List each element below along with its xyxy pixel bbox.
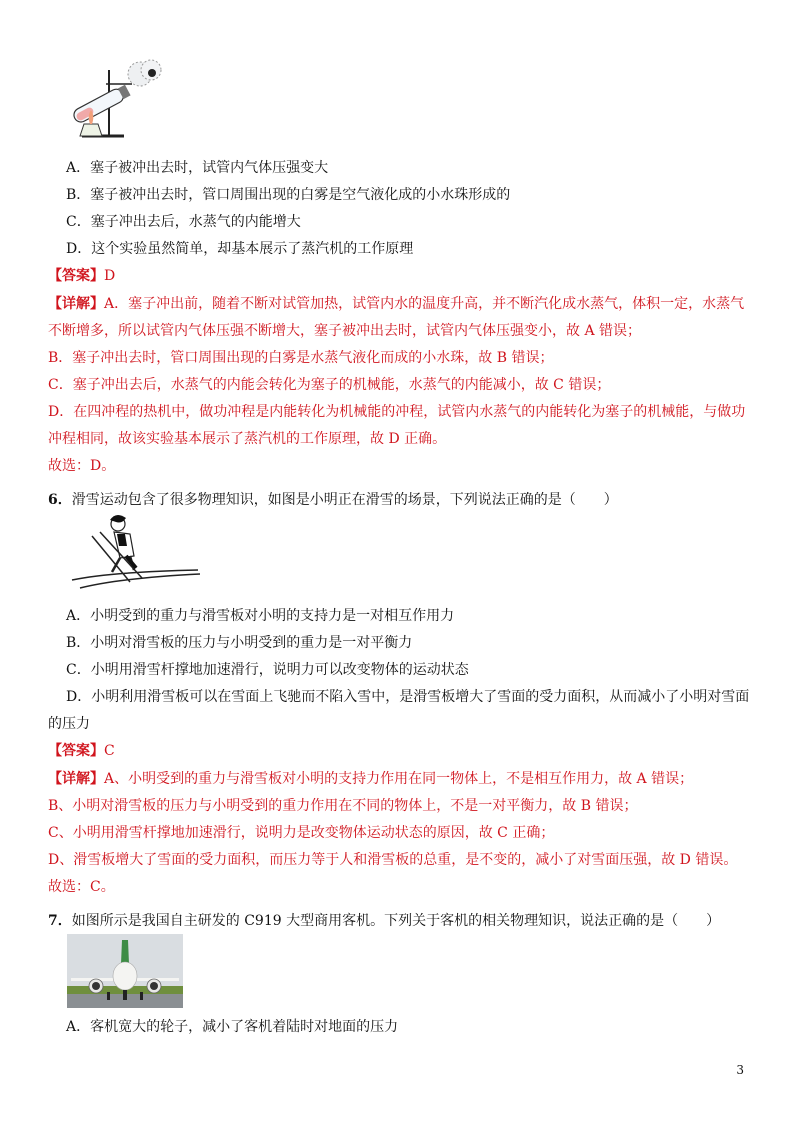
q6-detail-line-2: B、小明对滑雪板的压力与小明受到的重力作用在不同的物体上，不是一对平衡力，故 B 错误； xyxy=(48,798,638,814)
answer-tag: 【答案】 xyxy=(48,268,104,284)
answer-tag: 【答案】 xyxy=(48,743,104,759)
q6-option-b: B．小明对滑雪板的压力与小明受到的重力是一对平衡力 xyxy=(66,635,413,651)
q6-option-c: C．小明用滑雪杆撑地加速滑行，说明力可以改变物体的运动状态 xyxy=(66,662,469,678)
q5-detail-line-2: 不断增多，所以试管内气体压强不断增大，塞子被冲出去时，试管内气体压强变小，故 A 错误； xyxy=(48,323,642,339)
q5-option-d: D．这个实验虽然简单，却基本展示了蒸汽机的工作原理 xyxy=(66,241,414,257)
answer-value: C xyxy=(104,743,115,759)
q7-option-a: A．客机宽大的轮子，减小了客机着陆时对地面的压力 xyxy=(66,1019,399,1035)
q6-answer xyxy=(48,741,115,761)
q5-option-c: C．塞子冲出去后，水蒸气的内能增大 xyxy=(66,214,301,230)
question-number: 7． xyxy=(48,913,72,929)
q6-option-d-line-2: 的压力 xyxy=(48,716,90,732)
q6-detail-line-1 xyxy=(48,769,693,789)
detail-text: A．塞子冲出前，随着不断对试管加热，试管内水的温度升高，并不断汽化成水蒸气，体积一定，水蒸气 xyxy=(104,296,745,312)
q6-conclusion: 故选：C。 xyxy=(48,879,115,895)
detail-tag: 【详解】 xyxy=(48,296,104,312)
question-text: 如图所示是我国自主研发的 C919 大型商用客机。下列关于客机的相关物理知识，说法正确的是（ ） xyxy=(71,913,721,929)
q5-conclusion: 故选：D。 xyxy=(48,458,116,474)
q5-detail-line-1 xyxy=(48,294,744,314)
q5-answer xyxy=(48,266,115,286)
q5-detail-line-3: B．塞子冲出去时，管口周围出现的白雾是水蒸气液化而成的小水珠，故 B 错误； xyxy=(48,350,554,366)
question-text: 滑雪运动包含了很多物理知识，如图是小明正在滑雪的场景，下列说法正确的是（ ） xyxy=(71,492,618,508)
q6-stem xyxy=(48,490,618,510)
q6-detail-line-3: C、小明用滑雪杆撑地加速滑行，说明力是改变物体运动状态的原因，故 C 正确； xyxy=(48,825,555,841)
answer-value: D xyxy=(104,268,116,284)
q5-detail-line-6: 冲程相同，故该实验基本展示了蒸汽机的工作原理，故 D 正确。 xyxy=(48,431,447,447)
skier-figure xyxy=(70,512,205,597)
q6-detail-line-4: D、滑雪板增大了雪面的受力面积，而压力等于人和滑雪板的总重，是不变的，减小了对雪面压强，故 D 错误。 xyxy=(48,852,738,868)
q5-detail-line-4: C．塞子冲出去后，水蒸气的内能会转化为塞子的机械能，水蒸气的内能减小，故 C 错误； xyxy=(48,377,611,393)
q7-stem xyxy=(48,911,720,931)
q5-option-b: B．塞子被冲出去时，管口周围出现的白雾是空气液化成的小水珠形成的 xyxy=(66,187,511,203)
q6-option-d-line-1: D．小明利用滑雪板可以在雪面上飞驰而不陷入雪中，是滑雪板增大了雪面的受力面积，从而减小了小明对雪面 xyxy=(66,689,750,705)
detail-text: A、小明受到的重力与滑雪板对小明的支持力作用在同一物体上，不是相互作用力，故 A 错误； xyxy=(104,771,694,787)
question-number: 6． xyxy=(48,492,72,508)
test-tube-apparatus-figure xyxy=(62,58,172,143)
c919-aircraft-photo xyxy=(67,934,183,1008)
q5-detail-line-5: D．在四冲程的热机中，做功冲程是内能转化为机械能的冲程，试管内水蒸气的内能转化为塞子的机械能，与做功 xyxy=(48,404,746,420)
q5-option-a: A．塞子被冲出去时，试管内气体压强变大 xyxy=(66,160,329,176)
q6-option-a: A．小明受到的重力与滑雪板对小明的支持力是一对相互作用力 xyxy=(66,608,455,624)
detail-tag: 【详解】 xyxy=(48,771,104,787)
page-number: 3 xyxy=(736,1063,744,1077)
